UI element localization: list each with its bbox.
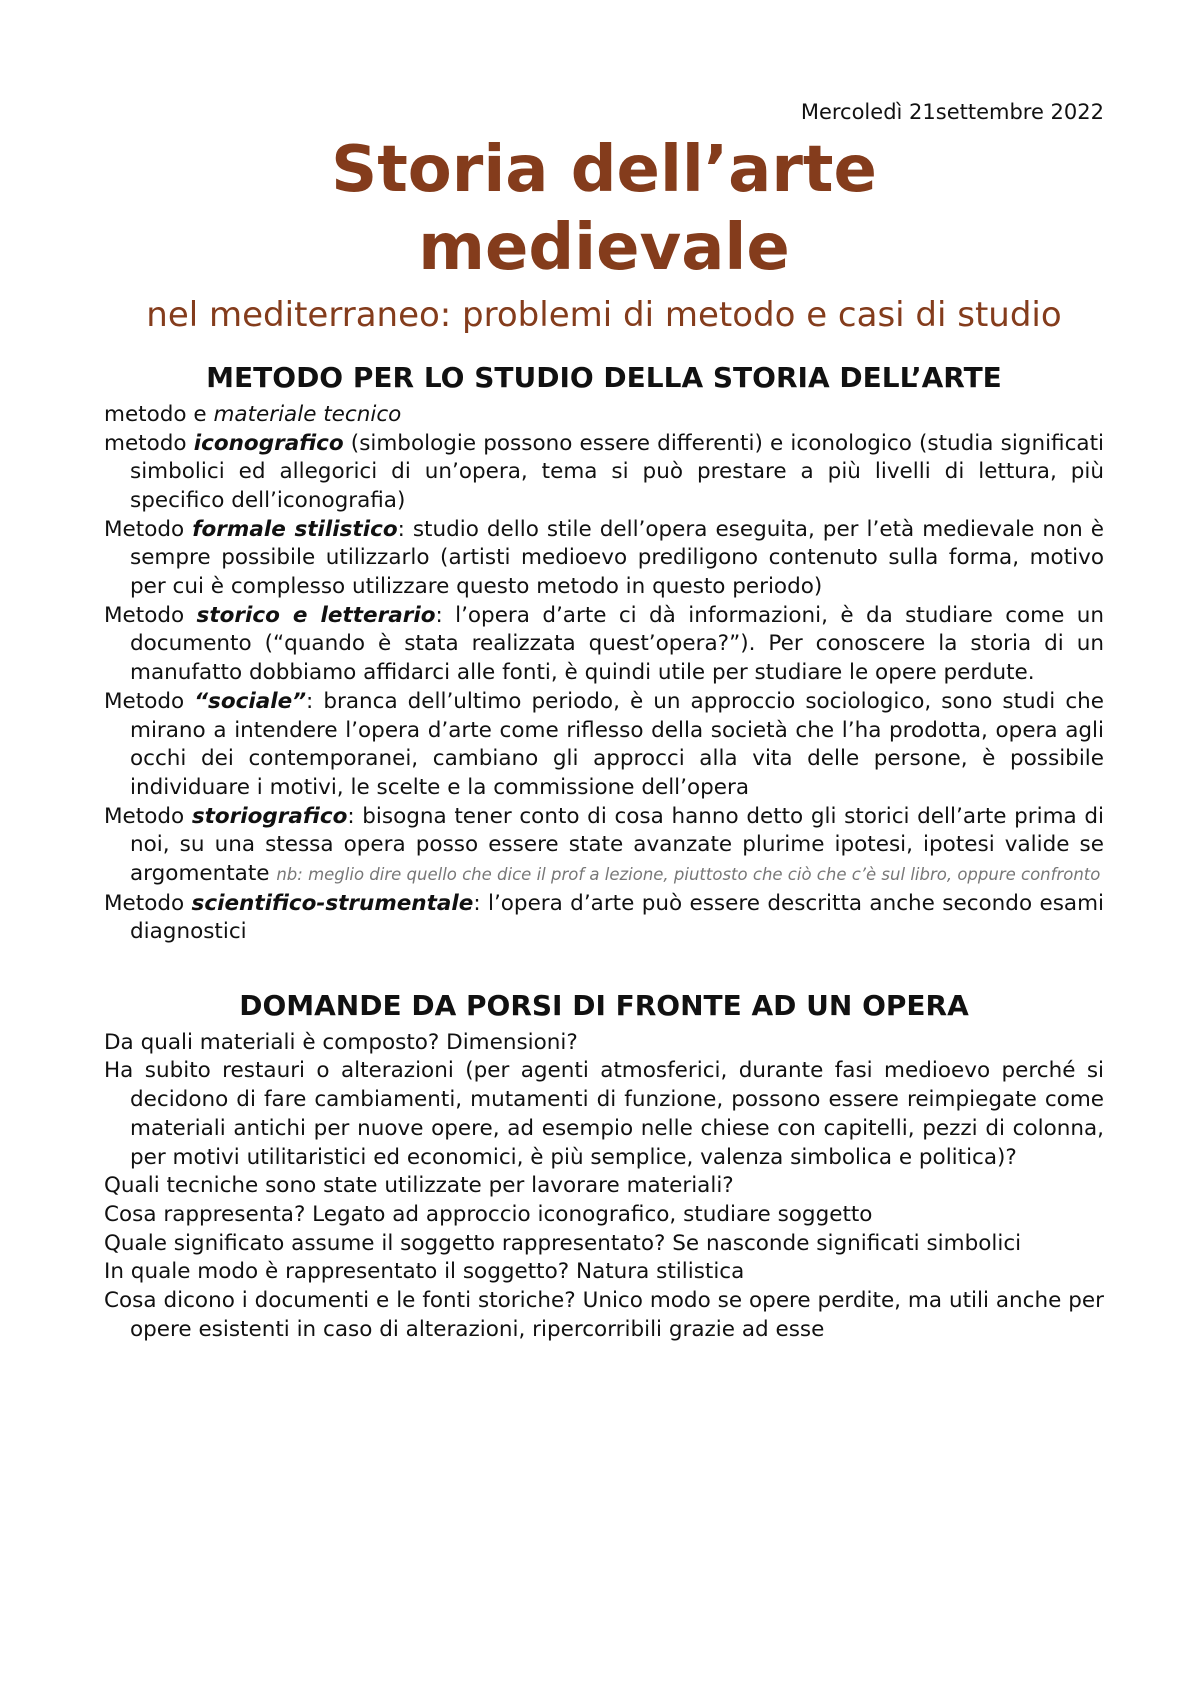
page-subtitle: nel mediterraneo: problemi di metodo e casi di studio [146,295,1062,336]
method-description: : studio dello stile dell’opera eseguita, per l’età medievale non è sempre possibile utilizzarlo (artisti medioevo prediligono contenuto sulla forma, motivo per cui è complesso utilizzare questo metodo in questo periodo) [130,516,1104,600]
method-item [104,516,1104,602]
method-item [104,688,1104,803]
method-prefix: Metodo [104,516,193,542]
method-note: nb: meglio dire quello che dice il prof a lezione, piuttosto che ciò che c’è sul libro, oppure confronto [276,865,1101,885]
section-heading-methods: METODO PER LO STUDIO DELLA STORIA DELL’ARTE [206,361,1002,395]
question-item: Cosa dicono i documenti e le fonti storiche? Unico modo se opere perdite, ma utili anche per opere esistenti in caso di alterazioni, ripercorribili grazie ad esse [104,1288,1104,1342]
method-description: : branca dell’ultimo periodo, è un approccio sociologico, sono studi che mirano a intendere l’opera d’arte come riflesso della società che l’ha prodotta, opera agli occhi dei contemporanei, cambiano gli approcci alla vita delle persone, è possibile individuare i motivi, le scelte e la commissione dell’opera [130,688,1104,800]
method-item [104,401,1104,430]
question-item: In quale modo è rappresentato il soggetto? Natura stilistica [104,1259,745,1285]
title-line-2: medievale [418,211,790,286]
method-term: formale stilistico [192,516,398,542]
title-line-1: Storia dell’arte [331,133,877,208]
method-item [104,602,1104,688]
method-prefix: Metodo [104,602,197,628]
method-term: “sociale” [194,688,307,714]
method-prefix: Metodo [104,688,195,714]
method-term: iconografico [193,430,344,456]
method-term: scientifico-strumentale [191,890,474,916]
date-line: Mercoledì 21settembre 2022 [800,100,1104,124]
method-item [104,803,1104,890]
method-description: : l’opera d’arte può essere descritta anche secondo esami diagnostici [130,890,1104,945]
method-prefix: metodo [104,430,194,456]
question-item: Ha subito restauri o alterazioni (per agenti atmosferici, durante fasi medioevo perché si decidono di fare cambiamenti, mutamenti di funzione, possono essere reimpiegate come materiali antichi per nuove opere, ad esempio nelle chiese con capitelli, pezzi di colonna, per motivi utilitaristici ed economici, è più semplice, valenza simbolica e politica)? [104,1058,1104,1170]
method-description: : l’opera d’arte ci dà informazioni, è da studiare come un documento (“quando è stata realizzata quest’opera?”). Per conoscere la storia di un manufatto dobbiamo affidarci alle fonti, è quindi utile per studiare le opere perdute. [130,602,1104,686]
method-term: materiale tecnico [213,401,402,427]
question-item: Quale significato assume il soggetto rappresentato? Se nasconde significati simbolici [104,1230,1022,1256]
method-prefix: Metodo [104,803,192,829]
page-title [104,131,1104,287]
section-heading-questions: DOMANDE DA PORSI DI FRONTE AD UN OPERA [239,989,969,1023]
method-item [104,430,1104,516]
method-term: storico e letterario [196,602,436,628]
method-description: (simbologie possono essere differenti) e iconologico (studia significati simbolici ed allegorici di un’opera, tema si può prestare a più livelli di lettura, più specifico dell’iconografia) [130,430,1104,513]
question-item: Da quali materiali è composto? Dimensioni? [104,1029,578,1055]
method-item [104,890,1104,947]
method-prefix: Metodo [104,890,192,916]
question-item: Cosa rappresenta? Legato ad approccio iconografico, studiare soggetto [104,1202,873,1227]
method-description: : bisogna tener conto di cosa hanno detto gli storici dell’arte prima di noi, su una stessa opera posso essere state avanzate plurime ipotesi, ipotesi valide se argomentate [130,803,1104,887]
method-term: storiografico [191,803,348,829]
method-prefix: metodo e [104,401,214,427]
question-item: Quali tecniche sono state utilizzate per lavorare materiali? [104,1173,734,1199]
